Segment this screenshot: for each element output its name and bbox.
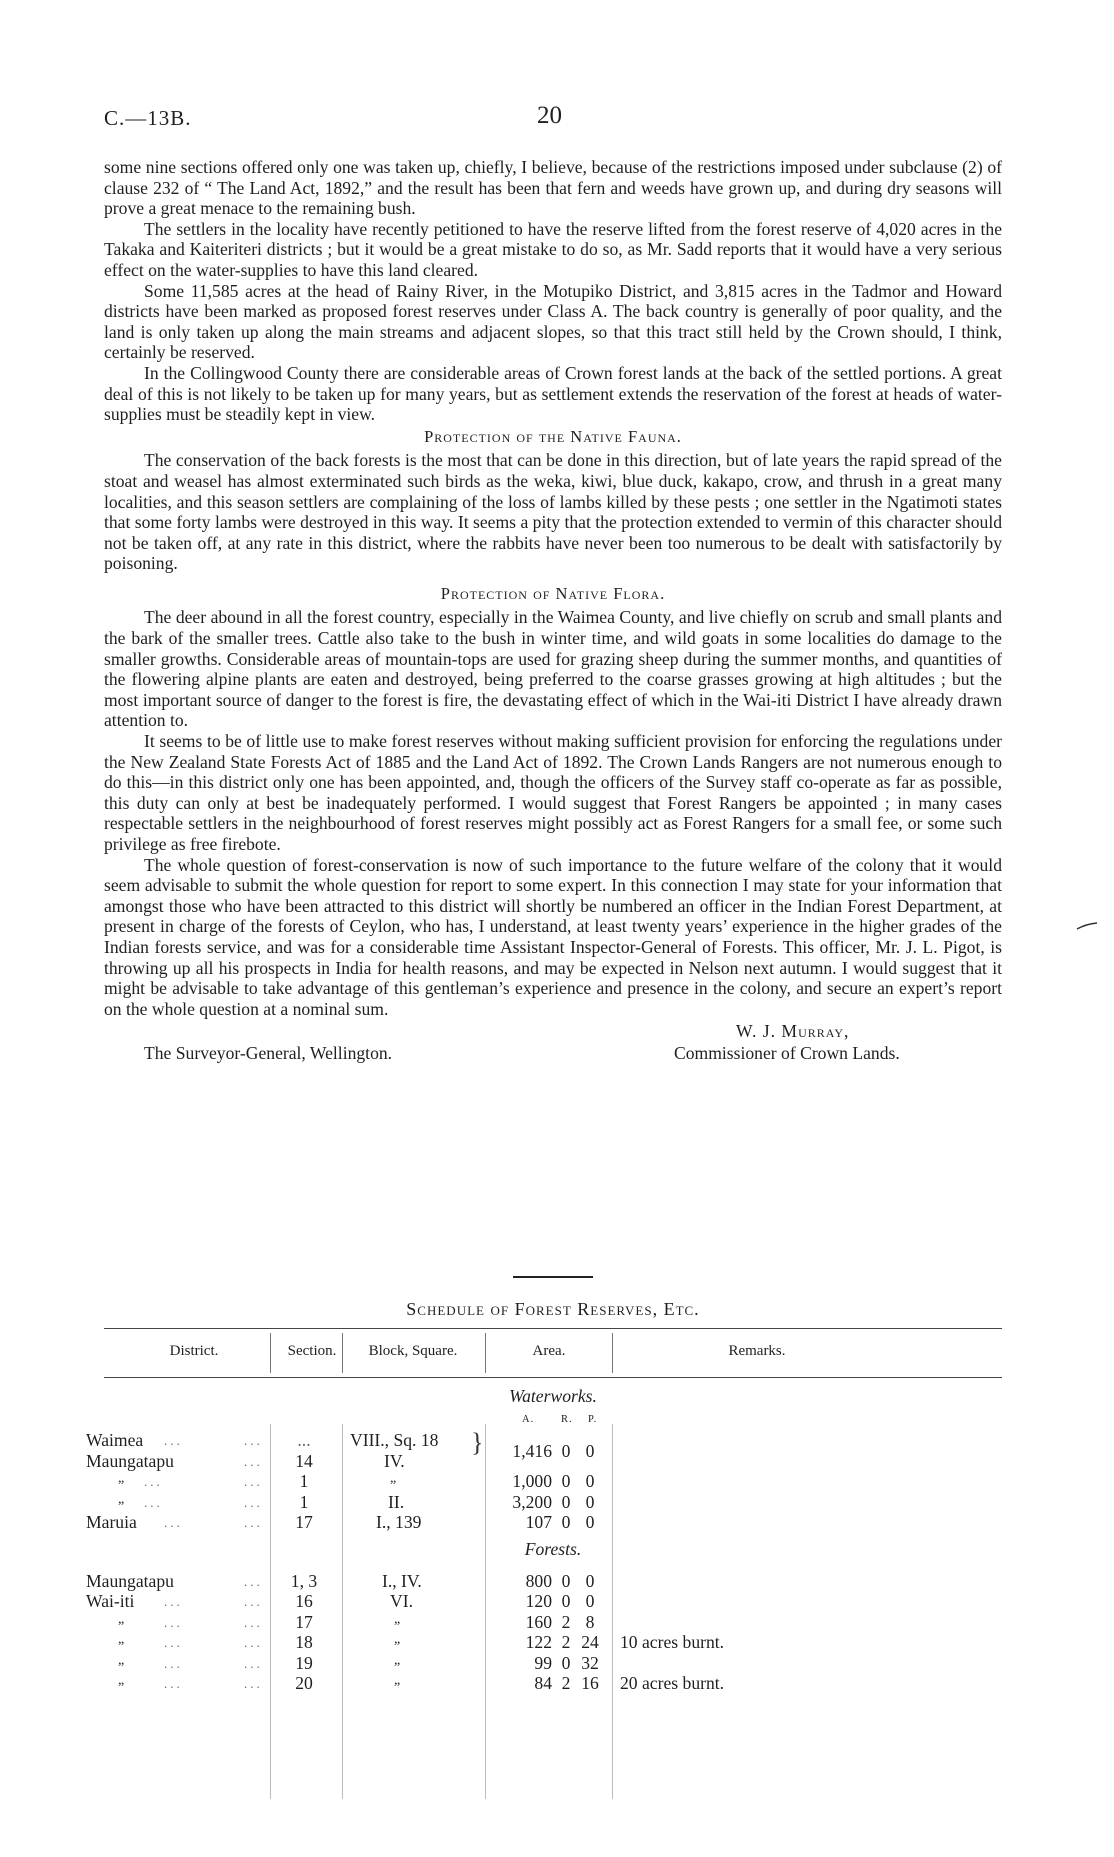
cell-district: „ bbox=[118, 1471, 125, 1486]
cell-section: 20 bbox=[295, 1673, 313, 1693]
paragraph: The whole question of forest-conservation is now of such importance to the future welfare of the colony that it would seem advisable to submit the whole question for report to some expert. In this connection I may state for your information that amongst those who have been attracted to this district will shortly be numbered an officer in the Indian Forest Department, at present in charge of the forests of Ceylon, who has, I understand, at least twenty years’ experience in the higher grades of the Indian forests service, and was for a considerable time Assistant Inspector-General of Forests. This officer, Mr. J. L. Pigot, is throwing up all his prospects in India for health reasons, and may be expected in Nelson next autumn. I would suggest that it might be advisable to take advantage of this gentleman’s experience and presence in the colony, and secure an expert’s report on the whole question at a nominal sum. bbox=[104, 854, 1002, 1019]
cell-area-acres: 84 bbox=[534, 1673, 552, 1693]
signature-block bbox=[104, 1021, 1002, 1075]
cell-block: VI. bbox=[390, 1591, 413, 1611]
paragraph: In the Collingwood County there are considerable areas of Crown forest lands at the back of the settled portions. A great deal of this is not likely to be taken up for many years, but as settlement extends the reservation of the forest at heads of water-supplies must be steadily kept in view. bbox=[104, 362, 1002, 425]
cell-area-perches: 0 bbox=[585, 1570, 595, 1591]
table-row bbox=[86, 1570, 1002, 1592]
cell-section: 16 bbox=[295, 1591, 313, 1611]
cell-area-roods: 0 bbox=[561, 1652, 571, 1673]
leader-dots: ... bbox=[244, 1474, 263, 1489]
column-rule bbox=[342, 1424, 343, 1799]
leader-dots: ... bbox=[164, 1433, 183, 1448]
leader-dots: ... bbox=[244, 1614, 263, 1630]
signatory-name: W. J. Murray, bbox=[736, 1021, 850, 1042]
leader-dots: ... bbox=[244, 1453, 263, 1469]
paragraph: It seems to be of little use to make forest reserves without making sufficient provision for enforcing the regulations under the New Zealand State Forests Act of 1885 and the Land Act of 1892. The Crown Lands Rangers are not numerous enough to do this—in this district only one has been appointed, and, though the officers of the Survey staff co-operate as far as possible, this duty can only at best be inadequately performed. I would suggest that Forest Rangers be appointed ; in many cases respectable settlers in the neighbourhood of forest reserves might possibly act as Forest Rangers for a small fee, or some such privilege as free firebote. bbox=[104, 731, 1002, 854]
cell-section: ... bbox=[297, 1430, 311, 1450]
cell-area-perches: 0 bbox=[585, 1471, 595, 1491]
cell-section: 19 bbox=[295, 1652, 313, 1673]
paragraph: The deer abound in all the forest country, especially in the Waimea County, and live chiefly on scrub and small plants and the bark of the smaller trees. Cattle also take to the bush in winter time, and wild goats in some localities do damage to the smaller growths. Considerable areas of mountain-tops are used for grazing sheep during the summer months, and quantities of the flowering alpine plants are eaten and destroyed, being preferred to the coarse grasses growing at high altitudes ; but the most important source of danger to the forest is fire, the devastating effect of which in the Wai-iti District I have already drawn attention to. bbox=[104, 607, 1002, 731]
column-rule bbox=[270, 1424, 271, 1799]
cell-area-roods: 0 bbox=[561, 1491, 571, 1512]
cell-district: „ bbox=[118, 1611, 125, 1627]
cell-area-perches: 32 bbox=[581, 1652, 599, 1673]
cell-block: „ bbox=[394, 1632, 401, 1647]
cell-area-roods: 0 bbox=[561, 1591, 571, 1611]
cell-area-acres: 1,416 bbox=[512, 1440, 552, 1461]
cell-area-acres: 800 bbox=[525, 1570, 552, 1591]
cell-area-acres: 3,200 bbox=[512, 1491, 552, 1512]
table-row bbox=[104, 1673, 1002, 1694]
cell-area-acres: 160 bbox=[525, 1611, 552, 1632]
cell-area-perches: 0 bbox=[585, 1512, 595, 1532]
column-rule bbox=[342, 1333, 343, 1373]
unit-acres: A. bbox=[522, 1414, 535, 1425]
table-row bbox=[104, 1612, 1002, 1633]
cell-area-acres: 120 bbox=[525, 1591, 552, 1611]
cell-area-acres: 107 bbox=[525, 1512, 552, 1532]
cell-district: Maruia bbox=[86, 1512, 137, 1532]
table-header bbox=[104, 1328, 1002, 1378]
leader-dots: ... bbox=[244, 1494, 263, 1510]
addressee: The Surveyor-General, Wellington. bbox=[144, 1043, 393, 1064]
leader-dots: ... bbox=[164, 1676, 183, 1691]
header-block: Block, Square. bbox=[368, 1343, 458, 1359]
leader-dots: ... bbox=[164, 1614, 183, 1630]
cell-section: 14 bbox=[295, 1450, 313, 1471]
cell-block: IV. bbox=[384, 1450, 405, 1471]
cell-block: I., IV. bbox=[382, 1570, 422, 1591]
column-rule bbox=[612, 1333, 613, 1373]
leader-dots: ... bbox=[144, 1494, 163, 1510]
leader-dots: ... bbox=[164, 1594, 183, 1609]
cell-area-perches: 0 bbox=[585, 1440, 595, 1461]
unit-roods: R. bbox=[561, 1414, 573, 1425]
document-reference: C.—13B. bbox=[104, 106, 192, 130]
cell-section: 1 bbox=[299, 1471, 309, 1491]
table-row bbox=[104, 1653, 1002, 1674]
cell-block: „ bbox=[394, 1611, 401, 1627]
cell-area-perches: 16 bbox=[581, 1673, 599, 1693]
paragraph: The settlers in the locality have recently petitioned to have the reserve lifted from the forest reserve of 4,020 acres in the Takaka and Kaiteriteri districts ; but it would be a great mistake to do so, as Mr. Sadd reports that it would have a very serious effect on the water-supplies to have this land cleared. bbox=[104, 218, 1002, 280]
schedule-table bbox=[86, 1328, 1002, 1694]
cell-block: VIII., Sq. 18 bbox=[350, 1430, 439, 1450]
cell-block: II. bbox=[388, 1491, 405, 1512]
cell-block: „ bbox=[394, 1652, 401, 1668]
leader-dots: ... bbox=[144, 1474, 163, 1489]
page-number: 20 bbox=[537, 102, 562, 129]
cell-area-roods: 0 bbox=[561, 1471, 571, 1491]
cell-area-roods: 0 bbox=[561, 1512, 571, 1532]
leader-dots: ... bbox=[244, 1433, 263, 1448]
cell-block: „ bbox=[390, 1471, 397, 1486]
leader-dots: ... bbox=[244, 1594, 263, 1609]
cell-area-acres: 99 bbox=[534, 1652, 552, 1673]
cell-area-acres: 122 bbox=[525, 1632, 552, 1652]
column-rule bbox=[485, 1333, 486, 1373]
leader-dots: ... bbox=[164, 1655, 183, 1671]
cell-area-acres: 1,000 bbox=[512, 1471, 552, 1491]
header-district: District. bbox=[169, 1343, 219, 1359]
cell-area-perches: 8 bbox=[585, 1611, 595, 1632]
page-header bbox=[104, 100, 1002, 130]
section-heading-flora: Protection of Native Flora. bbox=[440, 583, 666, 603]
cell-area-roods: 0 bbox=[561, 1570, 571, 1591]
cell-area-roods: 2 bbox=[561, 1611, 571, 1632]
leader-dots: ... bbox=[164, 1515, 183, 1530]
cell-area-roods: 2 bbox=[561, 1673, 571, 1693]
table-row bbox=[104, 1492, 1002, 1513]
cell-section: 1 bbox=[299, 1491, 309, 1512]
cell-remarks: 10 acres burnt. bbox=[620, 1632, 725, 1652]
group-title-forests: Forests. bbox=[524, 1538, 582, 1559]
unit-perches: P. bbox=[588, 1414, 598, 1425]
cell-section: 17 bbox=[295, 1611, 313, 1632]
cell-area-roods: 0 bbox=[561, 1440, 571, 1461]
header-area: Area. bbox=[532, 1343, 566, 1359]
signatory-title: Commissioner of Crown Lands. bbox=[674, 1043, 900, 1064]
schedule-title: Schedule of Forest Reserves, Etc. bbox=[406, 1299, 700, 1319]
header-section: Section. bbox=[287, 1343, 337, 1359]
cell-section: 17 bbox=[295, 1512, 313, 1532]
column-rule bbox=[485, 1424, 486, 1799]
cell-area-perches: 0 bbox=[585, 1591, 595, 1611]
column-rule bbox=[612, 1424, 613, 1799]
cell-remarks: 20 acres burnt. bbox=[620, 1673, 725, 1693]
cell-block: „ bbox=[394, 1673, 401, 1688]
cell-block: I., 139 bbox=[376, 1512, 422, 1532]
leader-dots: ... bbox=[244, 1573, 263, 1589]
paragraph: some nine sections offered only one was taken up, chiefly, I believe, because of the restrictions imposed under subclause (2) of clause 232 of “ The Land Act, 1892,” and the result has been that fern and weeds have grown up, and during dry seasons will prove a great menace to the remaining bush. bbox=[104, 157, 1002, 219]
cell-area-roods: 2 bbox=[561, 1632, 571, 1652]
cell-area-perches: 24 bbox=[581, 1632, 599, 1652]
section-heading-fauna: Protection of the Native Fauna. bbox=[424, 426, 682, 446]
column-rule bbox=[270, 1333, 271, 1373]
table-row bbox=[104, 1471, 1002, 1492]
brace-symbol: } bbox=[471, 1428, 484, 1457]
leader-dots: ... bbox=[244, 1655, 263, 1671]
cell-section: 1, 3 bbox=[290, 1570, 318, 1591]
cell-district: „ bbox=[118, 1652, 125, 1668]
leader-dots: ... bbox=[244, 1635, 263, 1650]
cell-district: „ bbox=[118, 1632, 125, 1647]
pencil-mark-icon bbox=[1076, 922, 1098, 930]
leader-dots: ... bbox=[164, 1635, 183, 1650]
leader-dots: ... bbox=[244, 1515, 263, 1530]
table-row bbox=[86, 1512, 1002, 1533]
cell-district: „ bbox=[118, 1491, 125, 1507]
cell-area-perches: 0 bbox=[585, 1491, 595, 1512]
cell-district: Waimea bbox=[86, 1430, 144, 1450]
cell-district: Wai-iti bbox=[86, 1591, 135, 1611]
table-row bbox=[86, 1428, 1002, 1457]
cell-section: 18 bbox=[295, 1632, 313, 1652]
paragraph: The conservation of the back forests is the most that can be done in this direction, but of late years the rapid spread of the stoat and weasel has almost exterminated such birds as the weka, kiwi, blue duck, kakapo, crow, and thrush in a great many localities, and this season settlers are complaining of the loss of lambs killed by these pests ; one settler in the Ngatimoti states that some forty lambs were destroyed in this way. It seems a pity that the protection extended to vermin of this character should not be taken off, at any rate in this district, where the rabbits have never been too numerous to be dealt with satisfactorily by poisoning. bbox=[104, 450, 1002, 574]
units-row bbox=[104, 1412, 1002, 1430]
header-remarks: Remarks. bbox=[728, 1343, 786, 1359]
table-row bbox=[104, 1632, 1002, 1653]
table-row bbox=[86, 1591, 1002, 1612]
cell-district: Maungatapu bbox=[86, 1450, 174, 1471]
cell-district: „ bbox=[118, 1673, 125, 1688]
group-title-waterworks: Waterworks. bbox=[509, 1386, 597, 1406]
paragraph: Some 11,585 acres at the head of Rainy River, in the Motupiko District, and 3,815 acres in the Tadmor and Howard districts have been marked as proposed forest reserves under Class A. The back country is generally of poor quality, and the land is only taken up along the main streams and adjacent slopes, so that this tract still held by the Crown should, I think, certainly be reserved. bbox=[104, 280, 1002, 363]
divider-rule bbox=[513, 1276, 593, 1278]
cell-district: Maungatapu bbox=[86, 1570, 174, 1591]
leader-dots: ... bbox=[244, 1676, 263, 1691]
report-body bbox=[104, 157, 1002, 1075]
